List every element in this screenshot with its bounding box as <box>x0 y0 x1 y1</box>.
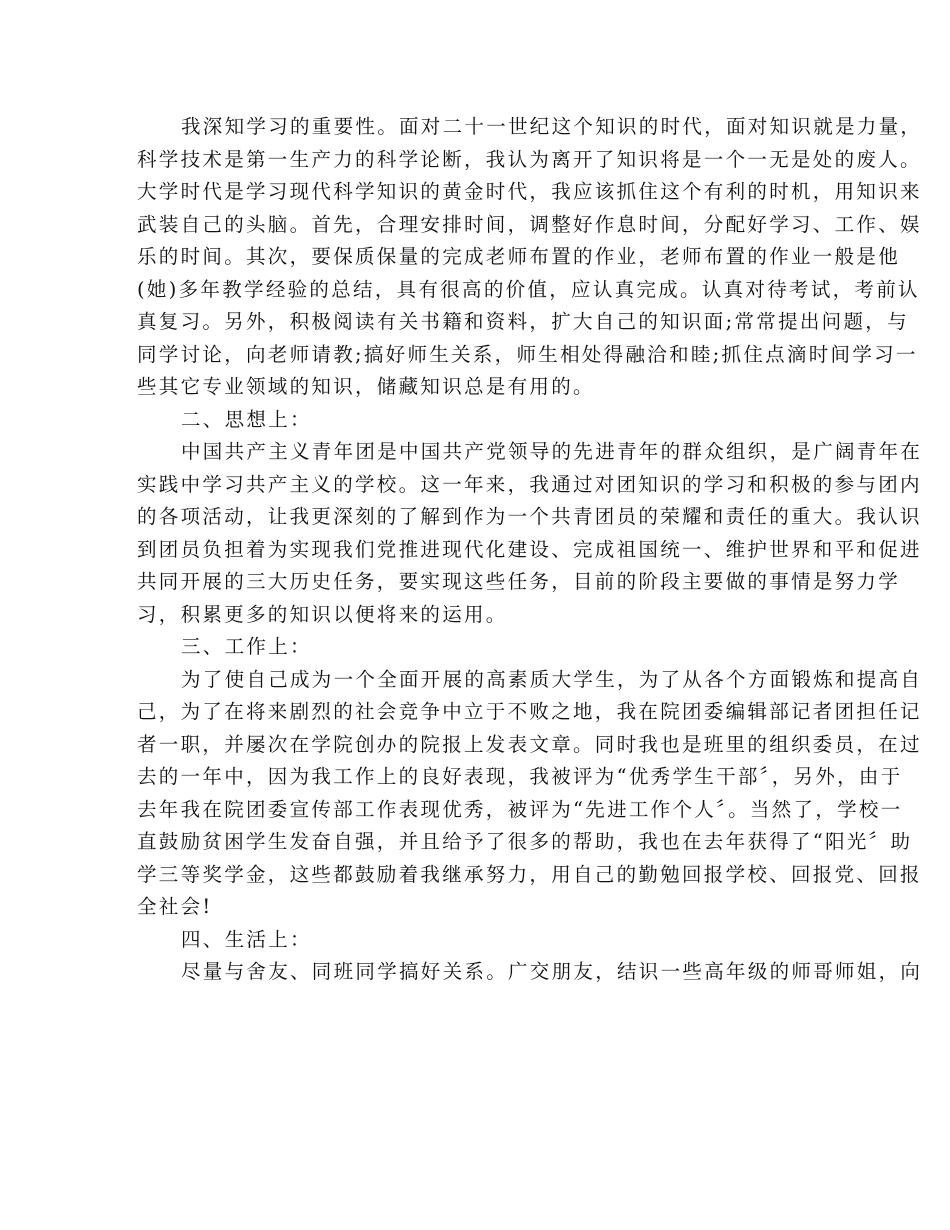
text-line: 学三等奖学金，这些都鼓励着我继承努力，用自己的勤勉回报学校、回报党、回报 <box>137 862 922 886</box>
section-heading-life: 四、生活上： <box>181 927 312 951</box>
text-line: 为了使自己成为一个全面开展的高素质大学生，为了从各个方面锻炼和提高自 <box>181 667 923 691</box>
document-page <box>137 111 923 989</box>
section-heading-thought: 二、思想上： <box>181 407 312 431</box>
text-line: 去的一年中，因为我工作上的良好表现，我被评为“优秀学生干部〞，另外，由于 <box>137 765 903 788</box>
text-line: 直鼓励贫困学生发奋自强，并且给予了很多的帮助，我也在去年获得了“阳光〞助 <box>137 830 913 853</box>
text-line: 去年我在院团委宣传部工作表现优秀，被评为“先进工作个人〞。当然了，学校一 <box>137 797 903 821</box>
text-line: 乐的时间。其次，要保质保量的完成老师布置的作业，老师布置的作业一般是他 <box>137 245 901 268</box>
text-line: 实践中学习共产主义的学校。这一年来，我通过对团知识的学习和积极的参与团内 <box>137 472 922 496</box>
text-line: 己，为了在将来剧烈的社会竞争中立于不败之地，我在院团委编辑部记者团担任记 <box>137 700 922 723</box>
text-line: 中国共产主义青年团是中国共产党领导的先进青年的群众组织，是广阔青年在 <box>181 440 923 463</box>
text-line: 的各项活动，让我更深刻的了解到作为一个共青团员的荣耀和责任的重大。我认识 <box>137 505 922 528</box>
text-line: 大学时代是学习现代科学知识的黄金时代，我应该抓住这个有利的时机，用知识来 <box>137 180 922 203</box>
text-line: (她)多年教学经验的总结，具有很高的价值，应认真完成。认真对待考试，考前认 <box>137 277 920 301</box>
text-line: 到团员负担着为实现我们党推进现代化建设、完成祖国统一、维护世界和平和促进 <box>137 537 922 561</box>
text-line: 武装自己的头脑。首先，合理安排时间，调整好作息时间，分配好学习、工作、娱 <box>137 212 922 236</box>
text-line: 同学讨论，向老师请教;搞好师生关系，师生相处得融洽和睦;抓住点滴时间学习一 <box>137 342 918 366</box>
text-line: 全社会! <box>137 895 213 918</box>
text-line: 尽量与舍友、同班同学搞好关系。广交朋友，结识一些高年级的师哥师姐，向 <box>181 960 923 983</box>
text-line: 者一职，并屡次在学院创办的院报上发表文章。同时我也是班里的组织委员，在过 <box>137 732 922 756</box>
text-line: 些其它专业领域的知识，储藏知识总是有用的。 <box>137 375 595 398</box>
section-heading-work: 三、工作上： <box>181 635 312 658</box>
text-line: 科学技术是第一生产力的科学论断，我认为离开了知识将是一个一无是处的废人。 <box>137 147 922 171</box>
text-line: 我深知学习的重要性。面对二十一世纪这个知识的时代，面对知识就是力量， <box>181 115 923 138</box>
text-line: 真复习。另外，积极阅读有关书籍和资料，扩大自己的知识面;常常提出问题，与 <box>137 310 909 333</box>
text-line: 共同开展的三大历史任务，要实现这些任务，目前的阶段主要做的事情是努力学 <box>137 570 901 593</box>
text-line: 习，积累更多的知识以便将来的运用。 <box>137 602 508 626</box>
